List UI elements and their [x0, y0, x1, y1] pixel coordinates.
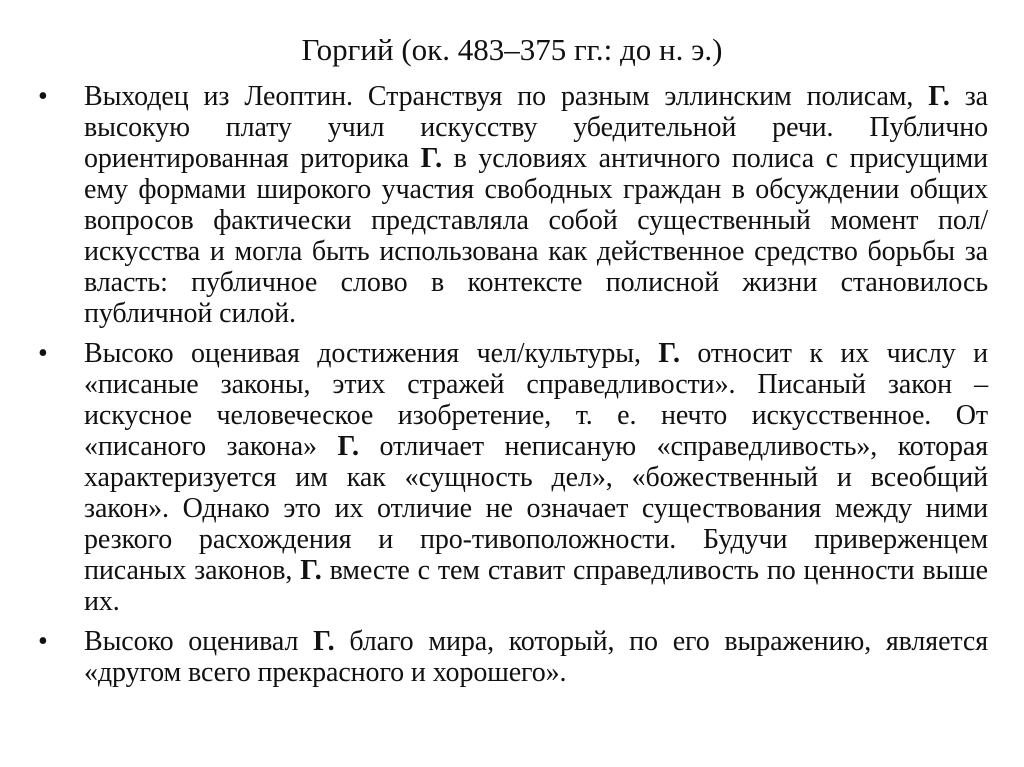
bold-abbreviation: Г. — [313, 626, 335, 657]
bullet-text: Высоко оценивая достижения чел/культуры, — [84, 338, 659, 369]
bullet-text: за высокую плату учил искусству убедительной речи. Публично ориентированная риторика — [84, 81, 988, 174]
bullet-item — [84, 81, 988, 329]
bullet-text: благо мира, который, по его выражению, является «другом всего прекрасного и хорошего». — [84, 626, 988, 688]
slide-title: Горгий (ок. 483–375 гг.: до н. э.) — [301, 32, 723, 67]
bold-abbreviation: Г. — [300, 555, 322, 586]
bold-abbreviation: Г. — [337, 431, 359, 462]
bullet-text: отличает неписаную «справедливость», которая характеризуется им как «сущность дел», «божественный и всеобщий закон». Однако это их отличие не означает существования между ними резкого расхождения и про-тивоположности. Будучи приверженцем писаных законов, — [84, 431, 988, 586]
bold-abbreviation: Г. — [928, 81, 950, 112]
bullet-text: Выходец из Леоптин. Странствуя по разным эллинским полисам, — [84, 81, 929, 112]
bullet-text: вместе с тем ставит справедливость по ценности выше их. — [84, 555, 989, 617]
bullet-text: относит к их числу и «писаные законы, этих стражей справедливости». Писаный закон – искусное человеческое изобретение, т. е. нечто искусственное. От «писаного закона» — [84, 338, 988, 462]
bullet-list — [84, 81, 988, 697]
bullet-item — [84, 338, 988, 617]
bullet-text: Высоко оценивал — [84, 626, 314, 657]
bold-abbreviation: Г. — [658, 338, 680, 369]
bold-abbreviation: Г. — [420, 143, 443, 174]
bullet-item — [84, 626, 988, 688]
bullet-text: в условиях античного полиса с присущими ему формами широкого участия свободных граждан в обсуждении общих вопросов фактически представляла собой существенный момент пол/искусства и могла быть использована как действенное средство борьбы за власть: публичное слово в контексте полисной жизни становилось публичной силой. — [84, 143, 988, 329]
